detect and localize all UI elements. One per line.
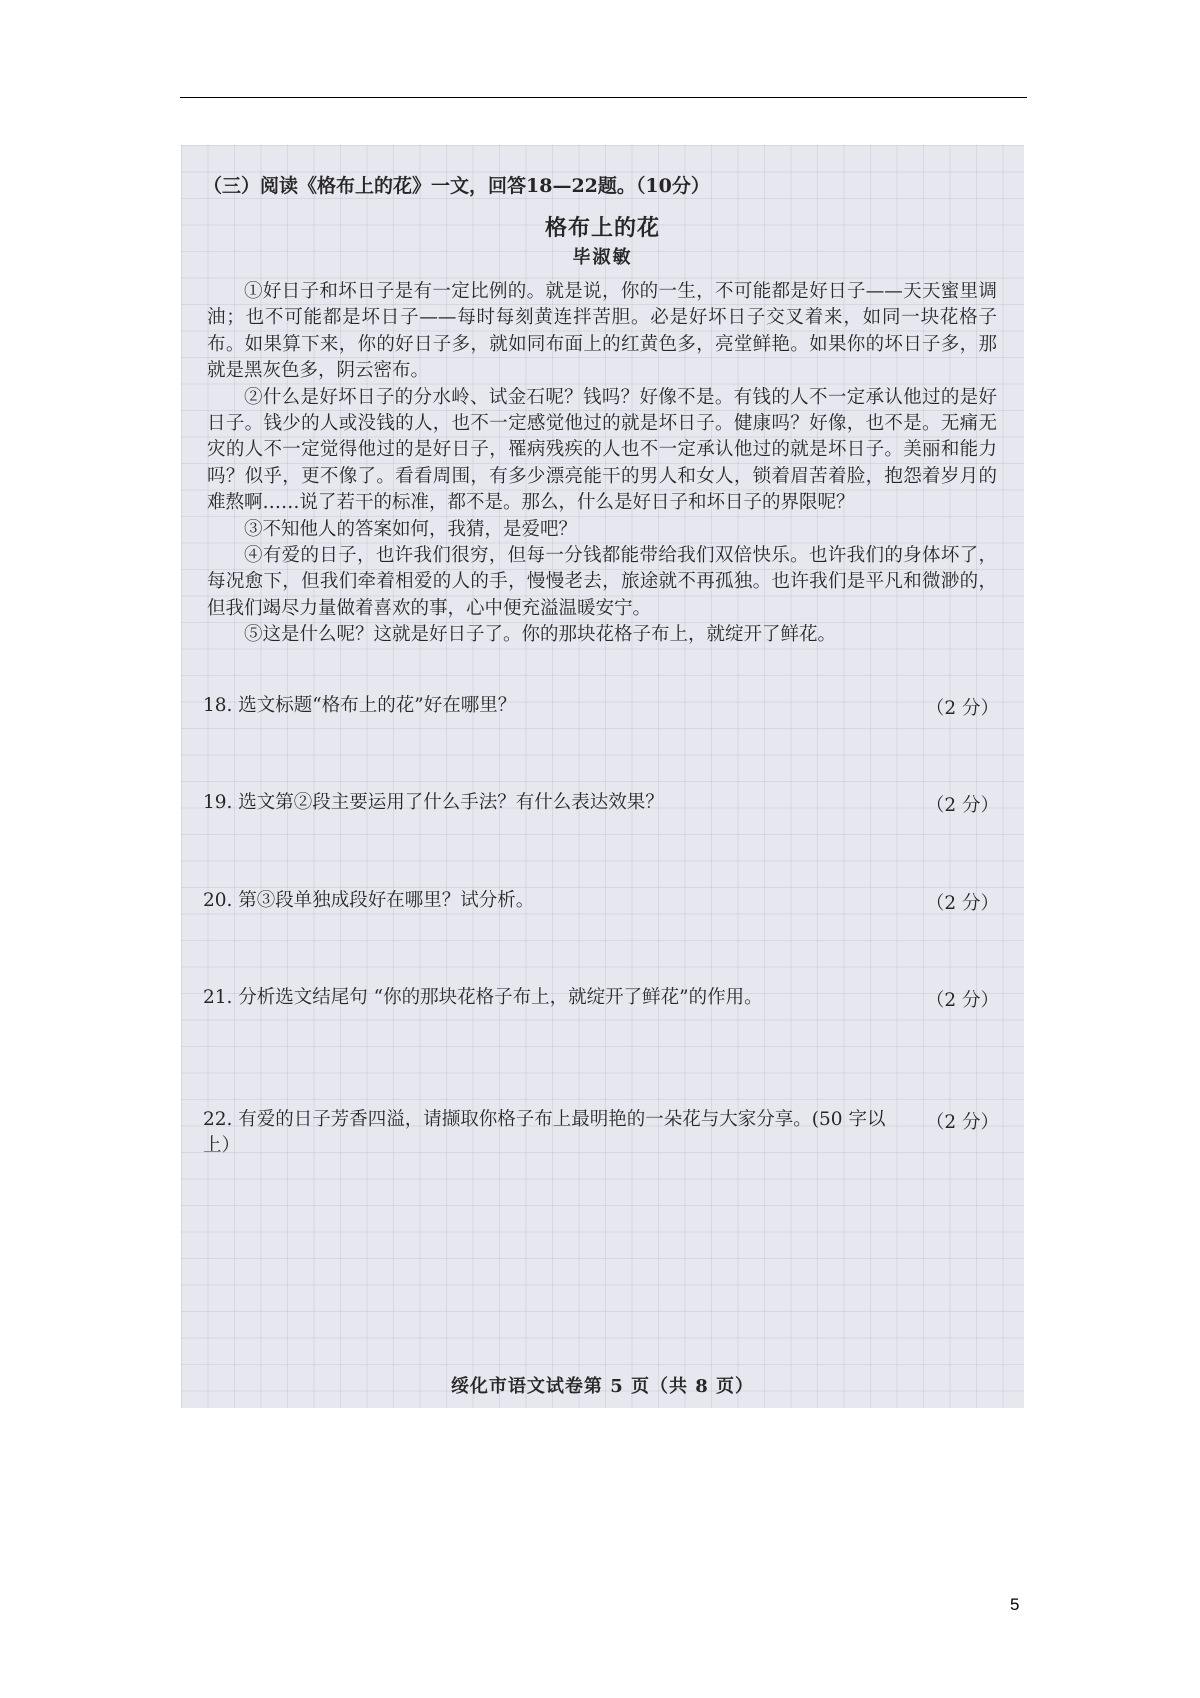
- article-paragraph-3: ③不知他人的答案如何，我猜，是爱吧？: [244, 518, 578, 540]
- question-19-score: （2 分）: [925, 795, 999, 816]
- scanned-exam-page: [181, 145, 1024, 1408]
- question-21-text: 21. 分析选文结尾句 “你的那块花格子布上，就绽开了鲜花”的作用。: [203, 987, 763, 1008]
- question-19: [203, 790, 999, 816]
- article-title: 格布上的花: [544, 215, 660, 241]
- article-body: [207, 279, 997, 649]
- question-20: [203, 888, 999, 914]
- question-22-score: （2 分）: [925, 1112, 999, 1133]
- article-paragraph-4: ④有爱的日子，也许我们很穷，但每一分钱都能带给我们双倍快乐。也许我们的身体坏了，每况愈下，但我们牵着相爱的人的手，慢慢老去，旅途就不再孤独。也许我们是平凡和微渺的，但我们竭尽力量做着喜欢的事，心中便充溢温暖安宁。: [207, 545, 997, 619]
- question-21: [203, 985, 999, 1011]
- question-18-score: （2 分）: [925, 698, 999, 719]
- exam-page-footer: 绥化市语文试卷第 5 页（共 8 页）: [450, 1376, 755, 1397]
- article-author: 毕淑敏: [572, 247, 633, 268]
- question-18: [203, 693, 999, 719]
- header-rule: [180, 97, 1027, 98]
- question-22: [203, 1107, 999, 1159]
- question-20-score: （2 分）: [925, 893, 999, 914]
- section-heading: （三）阅读《格布上的花》一文，回答18—22题。（10分）: [203, 175, 710, 197]
- question-19-text: 19. 选文第②段主要运用了什么手法？有什么表达效果？: [203, 792, 664, 813]
- question-18-text: 18. 选文标题“格布上的花”好在哪里？: [203, 695, 517, 716]
- article-paragraph-1: ①好日子和坏日子是有一定比例的。就是说，你的一生，不可能都是好日子——天天蜜里调油；也不可能都是坏日子——每时每刻黄连拌苦胆。必是好坏日子交叉着来，如同一块花格子布。如果算下来，你的好日子多，就如同布面上的红黄色多，亮堂鲜艳。如果你的坏日子多，那就是黑灰色多，阴云密布。: [207, 281, 997, 382]
- question-22-text: 22. 有爱的日子芳香四溢，请撷取你格子布上最明艳的一朵花与大家分享。(50 字以上）: [203, 1109, 886, 1156]
- article-paragraph-5: ⑤这是什么呢？这就是好日子了。你的那块花格子布上，就绽开了鲜花。: [244, 624, 837, 646]
- question-21-score: （2 分）: [925, 990, 999, 1011]
- page-number: 5: [1010, 1595, 1020, 1614]
- question-20-text: 20. 第③段单独成段好在哪里？试分析。: [203, 890, 535, 911]
- article-paragraph-2: ②什么是好坏日子的分水岭、试金石呢？钱吗？好像不是。有钱的人不一定承认他过的是好日子。钱少的人或没钱的人，也不一定感觉他过的就是坏日子。健康吗？好像，也不是。无痛无灾的人不一定觉得他过的是好日子，罹病残疾的人也不一定承认他过的就是坏日子。美丽和能力吗？似乎，更不像了。看看周围，有多少漂亮能干的男人和女人，锁着眉苦着脸，抱怨着岁月的难熬啊……说了若干的标准，都不是。那么，什么是好日子和坏日子的界限呢？: [207, 386, 997, 514]
